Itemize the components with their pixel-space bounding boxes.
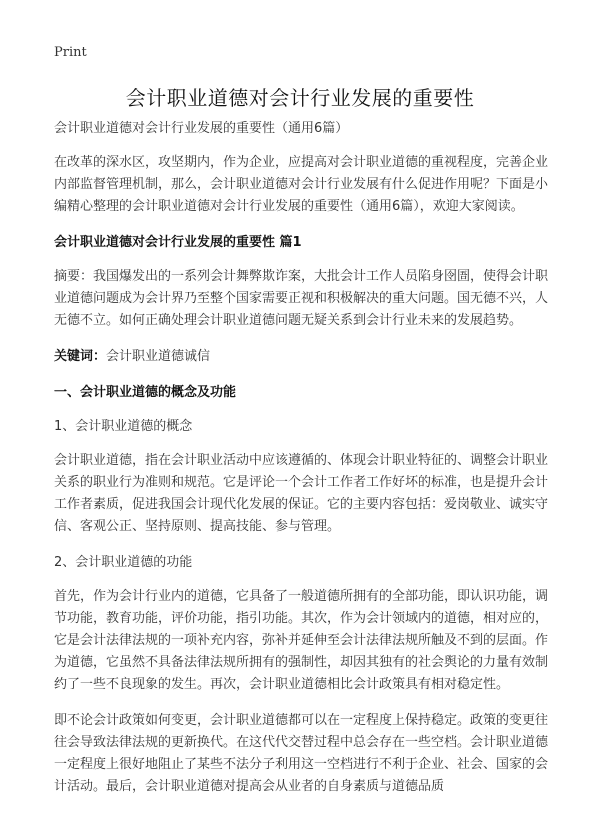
keywords-value: 会计职业道德诚信 bbox=[106, 349, 211, 364]
subsection-heading-1: 1、会计职业道德的概念 bbox=[54, 419, 193, 434]
intro-paragraph: 在改革的深水区，攻坚期内，作为企业，应提高对会计职业道德的重视程度，完善企业内部监督管理机制，那么，会计职业道德对会计行业发展有什么促进作用呢？下面是小编精心整理的会计职业道德对会计行业发展的重要性（通用6篇），欢迎大家阅读。 bbox=[54, 155, 549, 214]
concept-paragraph: 会计职业道德，指在会计职业活动中应该遵循的、体现会计职业特征的、调整会计职业关系的职业行为准则和规范。它是评论一个会计工作者工作好坏的标准，也是提升会计工作者素质，促进我国会计现代化发展的保证。它的主要内容包括：爱岗敬业、诚实守信、客观公正、坚持原则、提高技能、参与管理。 bbox=[54, 453, 549, 534]
subsection-heading-2: 2、会计职业道德的功能 bbox=[54, 555, 193, 570]
section-heading: 一、会计职业道德的概念及功能 bbox=[54, 385, 237, 400]
stability-paragraph: 即不论会计政策如何变更，会计职业道德都可以在一定程度上保持稳定。政策的变更往往会导致法律法规的更新换代。在这代代交替过程中总会存在一些空档。会计职业道德一定程度上很好地阻止了某些不法分子利用这一空档进行不利于企业、社会、国家的会计活动。最后，会计职业道德对提高会从业者的自身素质与道德品质 bbox=[54, 713, 549, 794]
document-subtitle: 会计职业道德对会计行业发展的重要性（通用6篇） bbox=[54, 121, 349, 136]
document-body bbox=[54, 118, 548, 812]
article-heading: 会计职业道德对会计行业发展的重要性 篇1 bbox=[54, 235, 302, 250]
keywords-label: 关键词： bbox=[54, 349, 107, 364]
abstract-paragraph: 摘要：我国爆发出的一系列会计舞弊欺诈案，大批会计工作人员陷身囹圄，使得会计职业道德问题成为会计界乃至整个国家需要正视和积极解决的重大问题。国无德不兴，人无德不立。如何正确处理会计职业道德问题无疑关系到会计行业未来的发展趋势。 bbox=[54, 269, 549, 328]
function-paragraph: 首先，作为会计行业内的道德，它具备了一般道德所拥有的全部功能，即认识功能，调节功能，教育功能，评价功能，指引功能。其次，作为会计领域内的道德，相对应的，它是会计法律法规的一项补充内容，弥补并延伸至会计法律法规所触及不到的层面。作为道德，它虽然不具备法律法规所拥有的强制性，却因其独有的社会舆论的力量有效制约了一些不良现象的发生。再次，会计职业道德相比会计政策具有相对稳定性。 bbox=[54, 589, 549, 692]
print-link[interactable]: Print bbox=[54, 45, 87, 60]
keywords-line bbox=[54, 346, 548, 368]
page-title: 会计职业道德对会计行业发展的重要性 bbox=[125, 86, 475, 110]
